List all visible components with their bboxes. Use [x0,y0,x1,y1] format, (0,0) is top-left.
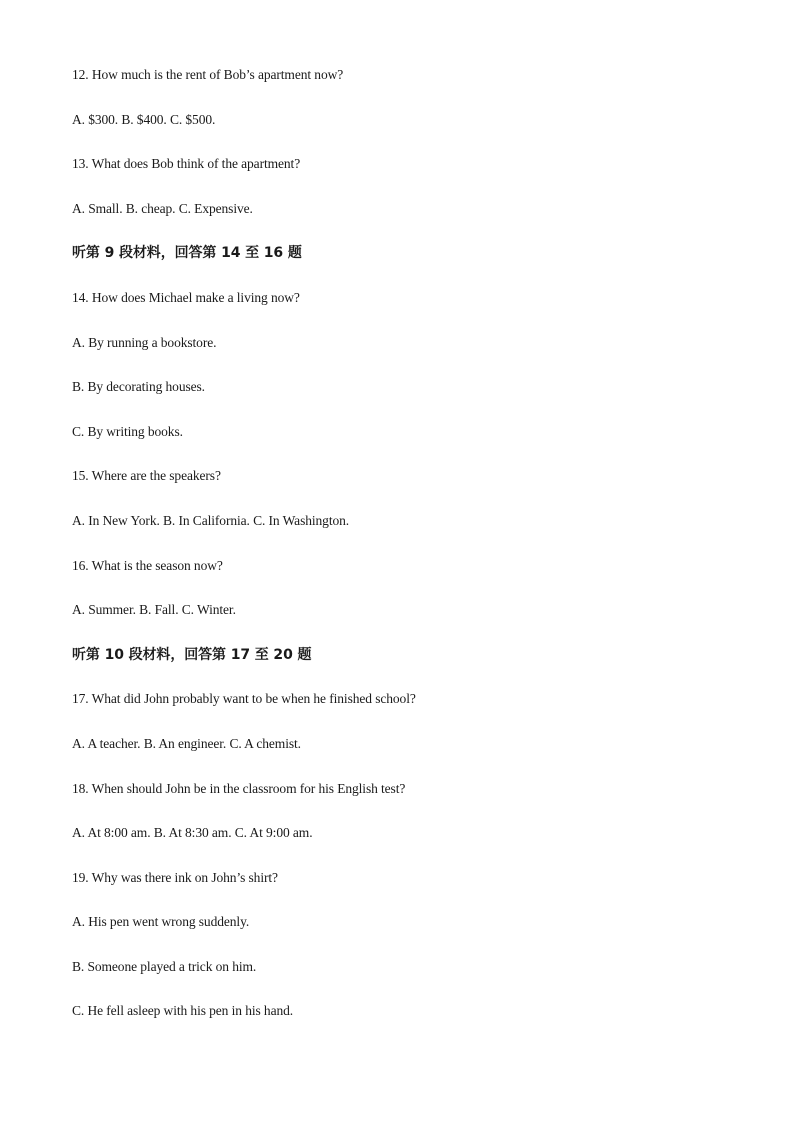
question-14: 14. How does Michael make a living now? [72,289,300,305]
option-14-a: A. By running a bookstore. [72,334,217,350]
document-page [72,64,732,1045]
question-15: 15. Where are the speakers? [72,468,221,484]
section-heading-9: 听第 9 段材料，回答第 14 至 16 题 [72,245,302,262]
question-12: 12. How much is the rent of Bob’s apartment now? [72,67,344,82]
question-19: 19. Why was there ink on John’s shirt? [72,869,278,885]
question-13: 13. What does Bob think of the apartment? [72,156,301,172]
option-19-b: B. Someone played a trick on him. [72,958,257,974]
option-14-b: B. By decorating houses. [72,379,205,395]
option-14-c: C. By writing books. [72,423,183,439]
options-15: A. In New York. B. In California. C. In Washington. [72,512,350,528]
options-12: A. $300. B. $400. C. $500. [72,111,216,127]
section-heading-10: 听第 10 段材料，回答第 17 至 20 题 [72,646,312,663]
question-18: 18. When should John be in the classroom for his English test? [72,780,406,796]
option-19-a: A. His pen went wrong suddenly. [72,914,250,930]
options-16: A. Summer. B. Fall. C. Winter. [72,602,236,618]
options-18: A. At 8:00 am. B. At 8:30 am. C. At 9:00 am. [72,825,313,841]
option-19-c: C. He fell asleep with his pen in his hand. [72,1003,294,1019]
options-17: A. A teacher. B. An engineer. C. A chemist. [72,735,301,751]
options-13: A. Small. B. cheap. C. Expensive. [72,200,253,216]
question-17: 17. What did John probably want to be when he finished school? [72,691,416,707]
question-16: 16. What is the season now? [72,557,223,573]
